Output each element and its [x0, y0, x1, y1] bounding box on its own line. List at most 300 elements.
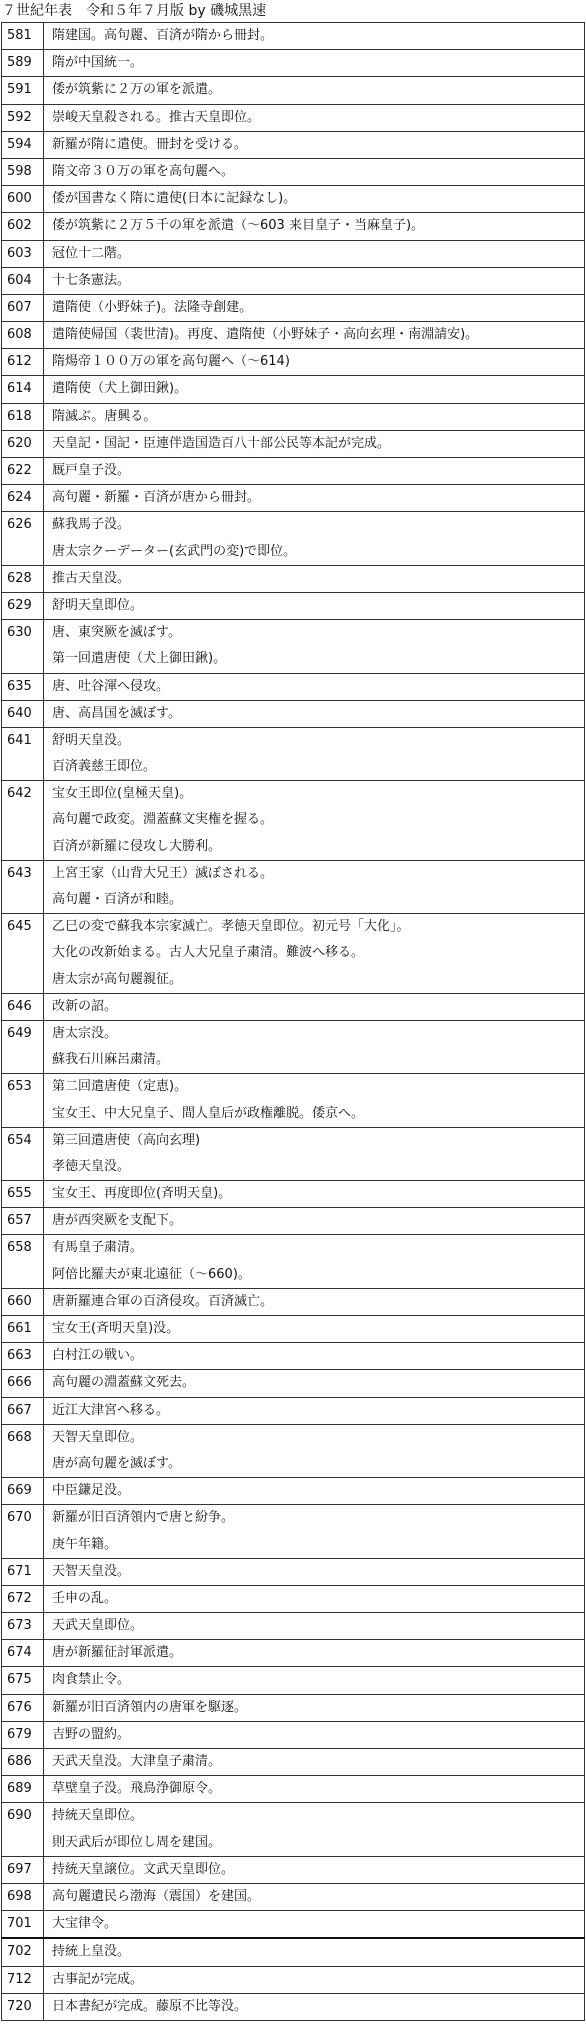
year-label: 671: [7, 1563, 32, 1579]
table-row: [2, 213, 585, 240]
event-cell: [44, 1803, 585, 1856]
year-label: 686: [7, 1754, 32, 1769]
event-cell: [44, 322, 585, 349]
table-row: [2, 158, 585, 185]
event-text: 天武天皇没。大津皇子粛清。: [52, 1754, 222, 1769]
year-cell: [2, 914, 44, 994]
year-cell: [2, 1803, 44, 1856]
year-label: 600: [7, 191, 32, 207]
year-cell: [2, 1966, 44, 1993]
year-label: 641: [7, 732, 32, 748]
year-cell: [2, 131, 44, 158]
event-text: 高句麗の淵蓋蘇文死去。: [52, 1375, 196, 1391]
event-cell: [44, 512, 585, 565]
table-row: [2, 1613, 585, 1640]
event-text: 天武天皇即位。: [52, 1618, 144, 1634]
event-text: 大宝律令。: [52, 1916, 118, 1932]
year-cell: [2, 322, 44, 349]
table-row: [2, 1397, 585, 1424]
table-row: [2, 349, 585, 376]
year-label: 614: [7, 381, 32, 397]
year-cell: [2, 1505, 44, 1558]
event-text: 古事記が完成。: [52, 1971, 144, 1987]
event-text: 天智天皇即位。: [52, 1429, 144, 1445]
table-row: [2, 1667, 585, 1694]
event-cell: [44, 1478, 585, 1505]
year-cell: [2, 1640, 44, 1667]
year-cell: [2, 458, 44, 485]
event-cell: [44, 349, 585, 376]
event-cell: [44, 1585, 585, 1612]
event-text: 第一回遣唐使（犬上御田鍬)。: [52, 651, 227, 667]
year-label: 666: [7, 1375, 32, 1391]
year-cell: [2, 1911, 44, 1939]
event-text: 肉食禁止令。: [52, 1672, 131, 1688]
event-cell: [44, 565, 585, 592]
event-text: 倭が筑紫に２万の軍を派遣。: [52, 82, 222, 98]
year-label: 668: [7, 1429, 32, 1445]
event-cell: [44, 1505, 585, 1558]
event-text: 改新の詔。: [52, 998, 118, 1014]
event-text: 唐太宗没。: [52, 1025, 118, 1041]
year-label: 642: [7, 786, 32, 802]
table-row: [2, 565, 585, 592]
year-label: 603: [7, 245, 32, 261]
event-text: 高句麗で政変。淵蓋蘇文実権を握る。: [52, 812, 274, 828]
event-text: 吉野の盟約。: [52, 1726, 131, 1742]
event-cell: [44, 1721, 585, 1748]
event-cell: [44, 1613, 585, 1640]
year-cell: [2, 700, 44, 727]
year-cell: [2, 1776, 44, 1803]
table-row: [2, 376, 585, 403]
year-label: 607: [7, 299, 32, 315]
table-row: [2, 1694, 585, 1721]
event-text: 高句麗・百済が和睦。: [52, 892, 183, 907]
year-label: 675: [7, 1672, 32, 1688]
year-cell: [2, 294, 44, 321]
year-cell: [2, 349, 44, 376]
year-label: 660: [7, 1293, 32, 1309]
event-text: 唐太宗クーデーター(玄武門の変)で即位。: [52, 543, 297, 559]
event-text: 蘇我馬子没。: [52, 517, 131, 533]
event-text: 唐が高句麗を滅ぼす。: [52, 1455, 181, 1471]
year-cell: [2, 993, 44, 1020]
table-row: [2, 403, 585, 430]
year-label: 608: [7, 327, 32, 343]
table-row: [2, 1856, 585, 1883]
table-row: [2, 23, 585, 50]
event-cell: [44, 1694, 585, 1721]
event-cell: [44, 430, 585, 457]
table-row: [2, 781, 585, 861]
table-row: [2, 131, 585, 158]
year-label: 672: [7, 1590, 32, 1606]
event-cell: [44, 131, 585, 158]
event-text: 百済義慈王即位。: [52, 759, 157, 775]
table-row: [2, 592, 585, 619]
year-label: 657: [7, 1213, 32, 1229]
event-cell: [44, 1993, 585, 2020]
event-text: 遣隋使帰国（裴世清)。再度、遣隋使（小野妹子・高向玄理・南淵請安)。: [52, 327, 479, 343]
year-cell: [2, 1721, 44, 1748]
event-text: 宝女王即位(皇極天皇)。: [52, 786, 193, 802]
table-row: [2, 700, 585, 727]
table-row: [2, 1911, 585, 1939]
event-text: 新羅が旧百済領内の唐軍を駆逐。: [52, 1699, 248, 1715]
year-cell: [2, 403, 44, 430]
event-text: 唐、吐谷渾へ侵攻。: [52, 678, 170, 694]
event-text: 遣隋使（小野妹子)。法隆寺創建。: [52, 299, 253, 315]
table-row: [2, 1776, 585, 1803]
event-text: 蘇我石川麻呂粛清。: [52, 1052, 170, 1068]
event-text: 隋文帝３０万の軍を高句麗へ。: [52, 163, 235, 179]
event-cell: [44, 77, 585, 104]
event-cell: [44, 673, 585, 700]
year-label: 689: [7, 1781, 32, 1797]
year-label: 670: [7, 1510, 32, 1526]
year-label: 645: [7, 919, 32, 935]
year-cell: [2, 1613, 44, 1640]
year-label: 676: [7, 1699, 32, 1715]
event-cell: [44, 458, 585, 485]
event-text: 天智天皇没。: [52, 1563, 131, 1579]
year-label: 649: [7, 1025, 32, 1041]
event-cell: [44, 240, 585, 267]
event-text: 推古天皇没。: [52, 570, 131, 586]
year-cell: [2, 1208, 44, 1235]
table-row: [2, 1883, 585, 1910]
year-label: 630: [7, 625, 32, 641]
year-label: 643: [7, 865, 32, 881]
table-row: [2, 485, 585, 512]
event-cell: [44, 1966, 585, 1993]
event-text: 唐、東突厥を滅ぼす。: [52, 625, 181, 641]
event-cell: [44, 376, 585, 403]
year-cell: [2, 673, 44, 700]
event-text: 第三回遣唐使（高向玄理): [52, 1132, 201, 1148]
event-cell: [44, 50, 585, 77]
table-row: [2, 294, 585, 321]
year-cell: [2, 1288, 44, 1315]
page-title: ７世紀年表 令和５年７月版 by 磯城黒速: [2, 3, 267, 19]
event-text: 隋滅ぶ。唐興る。: [52, 408, 157, 424]
table-row: [2, 1585, 585, 1612]
year-cell: [2, 1316, 44, 1343]
event-cell: [44, 700, 585, 727]
year-cell: [2, 1993, 44, 2020]
year-cell: [2, 104, 44, 131]
event-text: 近江大津宮へ移る。: [52, 1402, 170, 1418]
table-row: [2, 104, 585, 131]
year-label: 661: [7, 1321, 32, 1336]
year-label: 581: [7, 28, 32, 43]
year-cell: [2, 1883, 44, 1910]
event-text: 庚午年籍。: [52, 1536, 118, 1552]
table-row: [2, 186, 585, 213]
year-label: 628: [7, 570, 32, 586]
event-text: 唐が新羅征討軍派遣。: [52, 1645, 183, 1661]
event-text: 唐新羅連合軍の百済侵攻。百済滅亡。: [52, 1293, 274, 1309]
year-cell: [2, 1424, 44, 1477]
year-label: 602: [7, 218, 32, 234]
event-text: 高句麗・新羅・百済が唐から冊封。: [52, 490, 261, 506]
year-label: 697: [7, 1861, 32, 1877]
table-row: [2, 512, 585, 565]
event-cell: [44, 1316, 585, 1343]
event-text: 持統天皇譲位。文武天皇即位。: [52, 1861, 235, 1877]
year-cell: [2, 1558, 44, 1585]
event-text: 隋建国。高句麗、百済が隋から冊封。: [52, 28, 274, 43]
event-text: 厩戸皇子没。: [52, 463, 131, 478]
event-text: 宝女王、中大兄皇子、間人皇后が政権離脱。倭京へ。: [52, 1105, 365, 1121]
table-row: [2, 1505, 585, 1558]
year-label: 654: [7, 1132, 32, 1148]
table-row: [2, 322, 585, 349]
year-label: 624: [7, 490, 32, 506]
table-row: [2, 50, 585, 77]
year-label: 598: [7, 163, 32, 179]
event-text: 中臣鎌足没。: [52, 1483, 131, 1499]
table-row: [2, 1316, 585, 1343]
year-label: 674: [7, 1645, 32, 1661]
year-label: 653: [7, 1079, 32, 1095]
year-label: 702: [7, 1944, 32, 1960]
year-label: 698: [7, 1888, 32, 1904]
year-cell: [2, 240, 44, 267]
event-cell: [44, 1424, 585, 1477]
year-cell: [2, 430, 44, 457]
event-cell: [44, 1911, 585, 1939]
year-cell: [2, 727, 44, 780]
table-row: [2, 1749, 585, 1776]
year-cell: [2, 620, 44, 673]
event-text: 乙巳の変で蘇我本宗家滅亡。孝徳天皇即位。初元号「大化」。: [52, 919, 410, 935]
event-cell: [44, 1640, 585, 1667]
table-row: [2, 1721, 585, 1748]
year-cell: [2, 77, 44, 104]
event-text: 第二回遣唐使（定恵)。: [52, 1079, 188, 1095]
event-cell: [44, 914, 585, 994]
year-cell: [2, 1181, 44, 1208]
table-row: [2, 430, 585, 457]
year-label: 673: [7, 1618, 32, 1634]
event-cell: [44, 860, 585, 913]
event-cell: [44, 1667, 585, 1694]
year-label: 720: [7, 1998, 32, 2014]
year-cell: [2, 1585, 44, 1612]
year-cell: [2, 592, 44, 619]
event-cell: [44, 1127, 585, 1180]
event-cell: [44, 1749, 585, 1776]
event-text: 持統天皇即位。: [52, 1808, 144, 1824]
chronology-rows: [2, 23, 585, 2021]
event-text: 舒明天皇没。: [52, 732, 131, 748]
year-cell: [2, 1694, 44, 1721]
year-cell: [2, 860, 44, 913]
event-cell: [44, 1558, 585, 1585]
year-cell: [2, 1856, 44, 1883]
event-text: 天皇記・国記・臣連伴造国造百八十部公民等本記が完成。: [52, 435, 391, 451]
event-cell: [44, 23, 585, 50]
table-row: [2, 240, 585, 267]
event-text: 大化の改新始まる。古人大兄皇子粛清。難波へ移る。: [52, 945, 365, 961]
year-cell: [2, 158, 44, 185]
table-row: [2, 267, 585, 294]
year-label: 635: [7, 678, 32, 694]
event-cell: [44, 1074, 585, 1127]
event-text: 草壁皇子没。飛鳥浄御原令。: [52, 1781, 222, 1797]
year-label: 701: [7, 1916, 32, 1932]
year-label: 612: [7, 354, 32, 370]
year-cell: [2, 1397, 44, 1424]
event-text: 上宮王家（山背大兄王）滅ぼされる。: [52, 865, 274, 881]
table-row: [2, 673, 585, 700]
event-text: 遣隋使（犬上御田鍬)。: [52, 381, 188, 397]
year-label: 626: [7, 517, 32, 533]
event-cell: [44, 104, 585, 131]
event-text: 新羅が旧百済領内で唐と紛争。: [52, 1510, 235, 1526]
year-label: 669: [7, 1483, 32, 1499]
year-label: 591: [7, 82, 32, 98]
event-cell: [44, 213, 585, 240]
year-label: 604: [7, 272, 32, 288]
year-label: 690: [7, 1808, 32, 1824]
year-cell: [2, 565, 44, 592]
table-row: [2, 620, 585, 673]
year-cell: [2, 1478, 44, 1505]
event-text: 唐が西突厥を支配下。: [52, 1213, 183, 1229]
year-cell: [2, 50, 44, 77]
event-text: 唐太宗が高句麗親征。: [52, 971, 183, 987]
table-row: [2, 1235, 585, 1288]
event-text: 孝徳天皇没。: [52, 1158, 131, 1174]
event-cell: [44, 592, 585, 619]
year-cell: [2, 1074, 44, 1127]
event-text: 倭が国書なく隋に遣使(日本に記録なし)。: [52, 191, 297, 207]
event-text: 隋煬帝１００万の軍を高句麗へ（～614): [52, 354, 290, 370]
event-cell: [44, 1856, 585, 1883]
event-cell: [44, 403, 585, 430]
event-cell: [44, 294, 585, 321]
year-cell: [2, 213, 44, 240]
table-row: [2, 458, 585, 485]
table-row: [2, 1127, 585, 1180]
table-row: [2, 1343, 585, 1370]
year-label: 618: [7, 408, 32, 424]
event-text: 有馬皇子粛清。: [52, 1240, 144, 1256]
event-cell: [44, 186, 585, 213]
event-cell: [44, 1020, 585, 1073]
year-label: 640: [7, 705, 32, 721]
year-cell: [2, 1370, 44, 1397]
year-cell: [2, 1127, 44, 1180]
year-label: 712: [7, 1971, 32, 1987]
event-text: 唐、高昌国を滅ぼす。: [52, 705, 181, 721]
year-label: 592: [7, 109, 32, 125]
year-label: 667: [7, 1402, 32, 1418]
table-row: [2, 1020, 585, 1073]
table-row: [2, 1370, 585, 1397]
table-row: [2, 1640, 585, 1667]
event-cell: [44, 267, 585, 294]
event-text: 壬申の乱。: [52, 1590, 118, 1606]
event-text: 持統上皇没。: [52, 1944, 131, 1960]
event-cell: [44, 1235, 585, 1288]
event-text: 白村江の戦い。: [52, 1348, 144, 1364]
event-cell: [44, 993, 585, 1020]
year-cell: [2, 1938, 44, 1966]
event-cell: [44, 1208, 585, 1235]
event-cell: [44, 1370, 585, 1397]
event-cell: [44, 1938, 585, 1966]
table-row: [2, 1424, 585, 1477]
year-label: 594: [7, 136, 32, 152]
event-text: 百済が新羅に侵攻し大勝利。: [52, 838, 222, 854]
event-cell: [44, 781, 585, 861]
event-text: 則天武后が即位し周を建国。: [52, 1834, 222, 1850]
table-row: [2, 993, 585, 1020]
table-row: [2, 1993, 585, 2020]
table-row: [2, 1478, 585, 1505]
table-row: [2, 1558, 585, 1585]
year-label: 622: [7, 463, 32, 478]
event-text: 崇峻天皇殺される。推古天皇即位。: [52, 109, 261, 125]
event-text: 宝女王、再度即位(斉明天皇)。: [52, 1186, 232, 1202]
event-text: 新羅が隋に遣使。冊封を受ける。: [52, 136, 248, 152]
table-row: [2, 1938, 585, 1966]
year-cell: [2, 485, 44, 512]
table-row: [2, 1074, 585, 1127]
event-cell: [44, 485, 585, 512]
event-text: 舒明天皇即位。: [52, 597, 144, 613]
year-label: 589: [7, 55, 32, 71]
year-cell: [2, 1667, 44, 1694]
year-label: 679: [7, 1726, 32, 1742]
event-text: 高句麗遺民ら渤海（震国）を建国。: [52, 1888, 261, 1904]
table-row: [2, 727, 585, 780]
year-label: 620: [7, 435, 32, 451]
table-row: [2, 860, 585, 913]
chronology-table: [1, 22, 585, 2021]
event-cell: [44, 1343, 585, 1370]
year-cell: [2, 376, 44, 403]
event-cell: [44, 1181, 585, 1208]
event-cell: [44, 727, 585, 780]
year-label: 658: [7, 1240, 32, 1256]
year-cell: [2, 186, 44, 213]
event-cell: [44, 1776, 585, 1803]
event-text: 十七条憲法。: [52, 272, 131, 288]
year-label: 646: [7, 998, 32, 1014]
event-cell: [44, 1397, 585, 1424]
event-cell: [44, 1288, 585, 1315]
event-text: 日本書紀が完成。藤原不比等没。: [52, 1998, 248, 2014]
table-row: [2, 1181, 585, 1208]
event-text: 阿倍比羅夫が東北遠征（～660)。: [52, 1266, 251, 1282]
event-text: 隋が中国統一。: [52, 55, 144, 71]
year-cell: [2, 23, 44, 50]
year-cell: [2, 1020, 44, 1073]
event-text: 冠位十二階。: [52, 245, 131, 261]
year-label: 629: [7, 597, 32, 613]
event-text: 倭が筑紫に２万５千の軍を派遣（～603 来目皇子・当麻皇子)。: [52, 218, 425, 234]
year-cell: [2, 1235, 44, 1288]
year-cell: [2, 1343, 44, 1370]
year-cell: [2, 1749, 44, 1776]
year-cell: [2, 512, 44, 565]
table-row: [2, 77, 585, 104]
